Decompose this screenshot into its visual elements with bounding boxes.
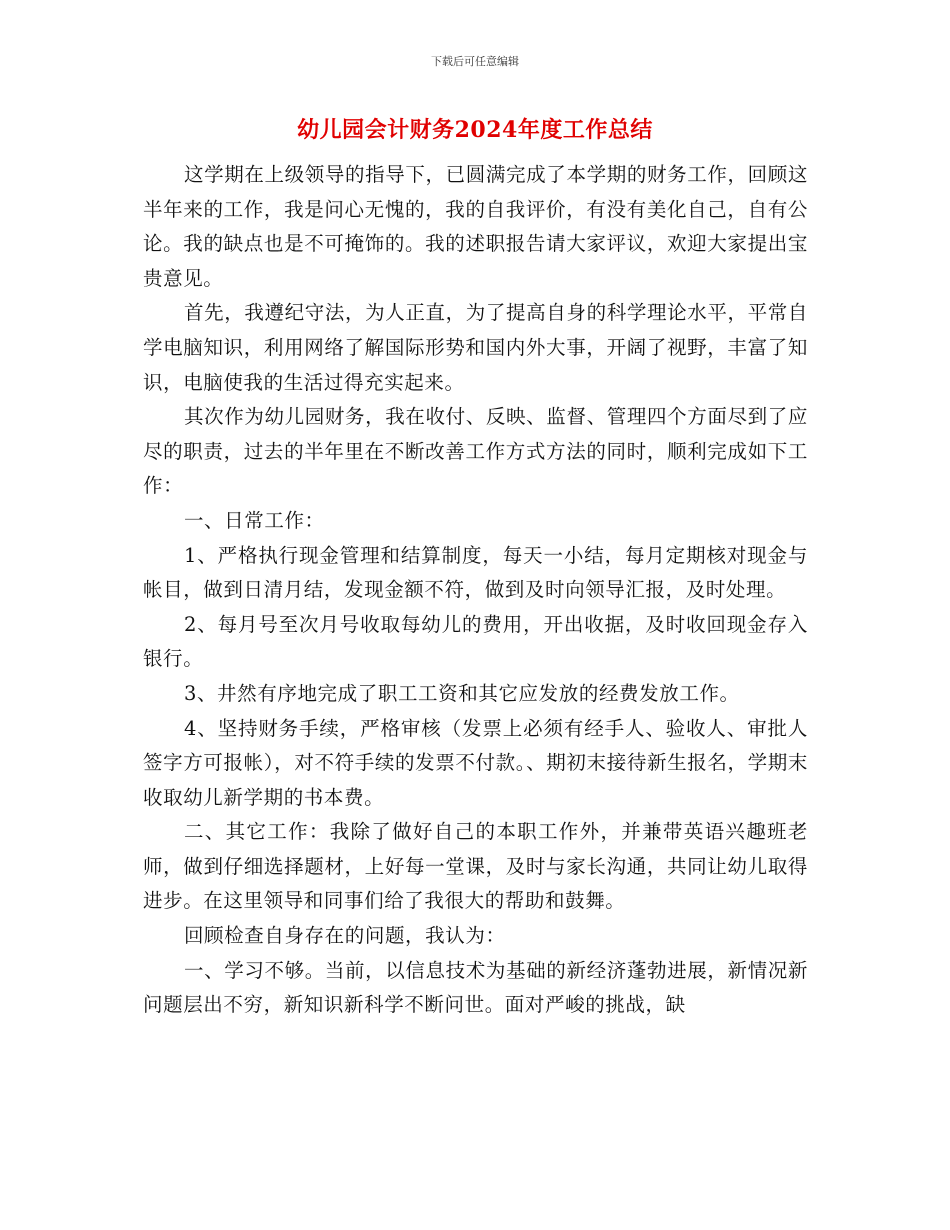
document-body: [143, 158, 808, 1023]
paragraph: 2、每月号至次月号收取每幼儿的费用，开出收据，及时收回现金存入银行。: [143, 612, 808, 671]
paragraph: 3、井然有序地完成了职工工资和其它应发放的经费发放工作。: [183, 681, 740, 705]
page-header: 下载后可任意编辑: [431, 55, 519, 68]
paragraph: 1、严格执行现金管理和结算制度，每天一小结，每月定期核对现金与帐目，做到日清月结，发现金额不符，做到及时向领导汇报，及时处理。: [143, 543, 808, 602]
paragraph: 首先，我遵纪守法，为人正直，为了提高自身的科学理论水平，平常自学电脑知识，利用网络了解国际形势和国内外大事，开阔了视野，丰富了知识，电脑使我的生活过得充实起来。: [143, 301, 808, 394]
paragraph: 一、日常工作：: [183, 508, 325, 532]
document-title: 幼儿园会计财务2024年度工作总结: [297, 117, 653, 143]
paragraph: 其次作为幼儿园财务，我在收付、反映、监督、管理四个方面尽到了应尽的职责，过去的半年里在不断改善工作方式方法的同时，顺利完成如下工作：: [143, 405, 808, 498]
paragraph: 这学期在上级领导的指导下，已圆满完成了本学期的财务工作，回顾这半年来的工作，我是问心无愧的，我的自我评价，有没有美化自己，自有公论。我的缺点也是不可掩饰的。我的述职报告请大家评议，欢迎大家提出宝贵意见。: [143, 163, 808, 290]
paragraph: 4、坚持财务手续，严格审核（发票上必须有经手人、验收人、审批人签字方可报帐），对不符手续的发票不付款。、期初末接待新生报名，学期末收取幼儿新学期的书本费。: [143, 716, 808, 809]
paragraph: 回顾检查自身存在的问题，我认为：: [183, 924, 506, 948]
paragraph: 一、学习不够。当前，以信息技术为基础的新经济蓬勃进展，新情况新问题层出不穷，新知识新科学不断问世。面对严峻的挑战，缺: [143, 958, 808, 1017]
paragraph: 二、其它工作：我除了做好自己的本职工作外，并兼带英语兴趣班老师，做到仔细选择题材，上好每一堂课，及时与家长沟通，共同让幼儿取得进步。在这里领导和同事们给了我很大的帮助和鼓舞。: [143, 820, 808, 913]
